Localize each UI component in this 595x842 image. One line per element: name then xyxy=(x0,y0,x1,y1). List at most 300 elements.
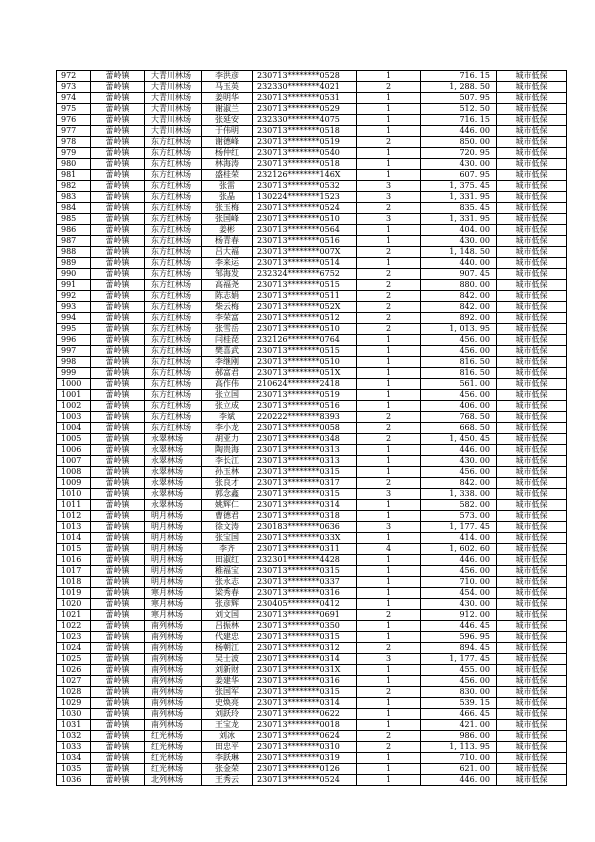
household-size-cell: 1 xyxy=(357,566,421,577)
amount-cell: 842. 00 xyxy=(421,302,497,313)
amount-cell: 842. 00 xyxy=(421,478,497,489)
household-size-cell: 1 xyxy=(357,170,421,181)
assistance-type-cell: 城市低保 xyxy=(497,236,567,247)
amount-cell: 1, 288. 50 xyxy=(421,82,497,93)
amount-cell: 512. 50 xyxy=(421,104,497,115)
household-size-cell: 1 xyxy=(357,390,421,401)
name-cell: 梁秀春 xyxy=(202,588,253,599)
name-cell: 盛桂荣 xyxy=(202,170,253,181)
row-number-cell: 994 xyxy=(57,313,91,324)
amount-cell: 430. 00 xyxy=(421,599,497,610)
township-cell: 蕾岭镇 xyxy=(91,764,145,775)
township-cell: 蕾岭镇 xyxy=(91,313,145,324)
assistance-type-cell: 城市低保 xyxy=(497,269,567,280)
table-row xyxy=(57,511,567,522)
id-number-cell: 230713********0516 xyxy=(253,236,357,247)
household-size-cell: 2 xyxy=(357,423,421,434)
township-cell: 蕾岭镇 xyxy=(91,577,145,588)
row-number-cell: 1015 xyxy=(57,544,91,555)
township-cell: 蕾岭镇 xyxy=(91,753,145,764)
row-number-cell: 1033 xyxy=(57,742,91,753)
name-cell: 郝富君 xyxy=(202,368,253,379)
id-number-cell: 230713********0511 xyxy=(253,291,357,302)
assistance-type-cell: 城市低保 xyxy=(497,148,567,159)
table-row xyxy=(57,489,567,500)
household-size-cell: 1 xyxy=(357,379,421,390)
forest-farm-cell: 大青川林场 xyxy=(145,71,202,82)
name-cell: 李洪彦 xyxy=(202,71,253,82)
household-size-cell: 2 xyxy=(357,412,421,423)
id-number-cell: 230713********007X xyxy=(253,247,357,258)
name-cell: 郭念鑫 xyxy=(202,489,253,500)
household-size-cell: 3 xyxy=(357,489,421,500)
township-cell: 蕾岭镇 xyxy=(91,731,145,742)
name-cell: 张永志 xyxy=(202,577,253,588)
name-cell: 樊喜武 xyxy=(202,346,253,357)
forest-farm-cell: 东方红林场 xyxy=(145,247,202,258)
household-size-cell: 1 xyxy=(357,346,421,357)
assistance-type-cell: 城市低保 xyxy=(497,357,567,368)
id-number-cell: 230713********0314 xyxy=(253,698,357,709)
row-number-cell: 979 xyxy=(57,148,91,159)
amount-cell: 446. 00 xyxy=(421,126,497,137)
forest-farm-cell: 大青川林场 xyxy=(145,126,202,137)
township-cell: 蕾岭镇 xyxy=(91,500,145,511)
name-cell: 吕大福 xyxy=(202,247,253,258)
forest-farm-cell: 南列林场 xyxy=(145,632,202,643)
table-row xyxy=(57,203,567,214)
household-size-cell: 2 xyxy=(357,687,421,698)
table-row xyxy=(57,379,567,390)
amount-cell: 1, 331. 95 xyxy=(421,214,497,225)
table-row xyxy=(57,324,567,335)
forest-farm-cell: 南列林场 xyxy=(145,654,202,665)
amount-cell: 414. 00 xyxy=(421,533,497,544)
row-number-cell: 983 xyxy=(57,192,91,203)
forest-farm-cell: 明月林场 xyxy=(145,577,202,588)
assistance-type-cell: 城市低保 xyxy=(497,632,567,643)
household-size-cell: 2 xyxy=(357,203,421,214)
forest-farm-cell: 东方红林场 xyxy=(145,225,202,236)
id-number-cell: 230713********0313 xyxy=(253,445,357,456)
table-row xyxy=(57,104,567,115)
household-size-cell: 2 xyxy=(357,313,421,324)
assistance-type-cell: 城市低保 xyxy=(497,698,567,709)
amount-cell: 456. 00 xyxy=(421,335,497,346)
amount-cell: 768. 50 xyxy=(421,412,497,423)
name-cell: 陶贵海 xyxy=(202,445,253,456)
table-row xyxy=(57,720,567,731)
household-size-cell: 1 xyxy=(357,753,421,764)
id-number-cell: 230713********0622 xyxy=(253,709,357,720)
household-size-cell: 1 xyxy=(357,115,421,126)
household-size-cell: 3 xyxy=(357,192,421,203)
forest-farm-cell: 寒月林场 xyxy=(145,610,202,621)
household-size-cell: 1 xyxy=(357,357,421,368)
table-row xyxy=(57,533,567,544)
assistance-type-cell: 城市低保 xyxy=(497,313,567,324)
name-cell: 张彦辉 xyxy=(202,599,253,610)
table-row xyxy=(57,632,567,643)
id-number-cell: 230713********0512 xyxy=(253,313,357,324)
household-size-cell: 2 xyxy=(357,643,421,654)
name-cell: 刘新财 xyxy=(202,665,253,676)
name-cell: 林海涛 xyxy=(202,159,253,170)
name-cell: 曹德君 xyxy=(202,511,253,522)
household-size-cell: 1 xyxy=(357,588,421,599)
name-cell: 张宝国 xyxy=(202,533,253,544)
forest-farm-cell: 明月林场 xyxy=(145,533,202,544)
name-cell: 柴云梅 xyxy=(202,302,253,313)
table-row xyxy=(57,71,567,82)
forest-farm-cell: 明月林场 xyxy=(145,555,202,566)
household-size-cell: 1 xyxy=(357,71,421,82)
household-size-cell: 1 xyxy=(357,104,421,115)
township-cell: 蕾岭镇 xyxy=(91,654,145,665)
township-cell: 蕾岭镇 xyxy=(91,632,145,643)
amount-cell: 430. 00 xyxy=(421,456,497,467)
amount-cell: 561. 00 xyxy=(421,379,497,390)
table-row xyxy=(57,742,567,753)
table-row xyxy=(57,599,567,610)
row-number-cell: 982 xyxy=(57,181,91,192)
assistance-type-cell: 城市低保 xyxy=(497,170,567,181)
assistance-type-cell: 城市低保 xyxy=(497,577,567,588)
table-row xyxy=(57,423,567,434)
table-row xyxy=(57,412,567,423)
township-cell: 蕾岭镇 xyxy=(91,82,145,93)
amount-cell: 455. 00 xyxy=(421,665,497,676)
table-row xyxy=(57,764,567,775)
forest-farm-cell: 南列林场 xyxy=(145,621,202,632)
id-number-cell: 230713********0310 xyxy=(253,742,357,753)
amount-cell: 406. 00 xyxy=(421,401,497,412)
row-number-cell: 980 xyxy=(57,159,91,170)
amount-cell: 1, 113. 95 xyxy=(421,742,497,753)
assistance-type-cell: 城市低保 xyxy=(497,115,567,126)
row-number-cell: 1013 xyxy=(57,522,91,533)
amount-cell: 1, 602. 60 xyxy=(421,544,497,555)
assistance-type-cell: 城市低保 xyxy=(497,291,567,302)
assistance-type-cell: 城市低保 xyxy=(497,709,567,720)
id-number-cell: 230713********0315 xyxy=(253,467,357,478)
row-number-cell: 1009 xyxy=(57,478,91,489)
household-size-cell: 2 xyxy=(357,610,421,621)
row-number-cell: 1010 xyxy=(57,489,91,500)
forest-farm-cell: 东方红林场 xyxy=(145,324,202,335)
amount-cell: 668. 50 xyxy=(421,423,497,434)
row-number-cell: 976 xyxy=(57,115,91,126)
row-number-cell: 1030 xyxy=(57,709,91,720)
assistance-type-cell: 城市低保 xyxy=(497,401,567,412)
forest-farm-cell: 南列林场 xyxy=(145,665,202,676)
assistance-type-cell: 城市低保 xyxy=(497,588,567,599)
assistance-type-cell: 城市低保 xyxy=(497,82,567,93)
assistance-type-cell: 城市低保 xyxy=(497,445,567,456)
township-cell: 蕾岭镇 xyxy=(91,544,145,555)
amount-cell: 607. 95 xyxy=(421,170,497,181)
amount-cell: 456. 00 xyxy=(421,467,497,478)
household-size-cell: 2 xyxy=(357,302,421,313)
assistance-type-cell: 城市低保 xyxy=(497,93,567,104)
id-number-cell: 230713********0528 xyxy=(253,71,357,82)
amount-cell: 835. 45 xyxy=(421,203,497,214)
township-cell: 蕾岭镇 xyxy=(91,302,145,313)
name-cell: 稚福宝 xyxy=(202,566,253,577)
household-size-cell: 1 xyxy=(357,445,421,456)
name-cell: 张玉梅 xyxy=(202,203,253,214)
id-number-cell: 130224********1523 xyxy=(253,192,357,203)
amount-cell: 456. 00 xyxy=(421,676,497,687)
id-number-cell: 230713********0518 xyxy=(253,126,357,137)
row-number-cell: 1028 xyxy=(57,687,91,698)
household-size-cell: 1 xyxy=(357,225,421,236)
row-number-cell: 1019 xyxy=(57,588,91,599)
household-size-cell: 1 xyxy=(357,632,421,643)
household-size-cell: 2 xyxy=(357,434,421,445)
table-row xyxy=(57,445,567,456)
name-cell: 谢淑兰 xyxy=(202,104,253,115)
name-cell: 李齐 xyxy=(202,544,253,555)
township-cell: 蕾岭镇 xyxy=(91,742,145,753)
household-size-cell: 1 xyxy=(357,676,421,687)
table-row xyxy=(57,654,567,665)
id-number-cell: 230713********0564 xyxy=(253,225,357,236)
forest-farm-cell: 大青川林场 xyxy=(145,93,202,104)
table-row xyxy=(57,544,567,555)
name-cell: 谢德峰 xyxy=(202,137,253,148)
relief-roster-table xyxy=(56,70,567,786)
name-cell: 田忠平 xyxy=(202,742,253,753)
name-cell: 张良才 xyxy=(202,478,253,489)
household-size-cell: 1 xyxy=(357,511,421,522)
amount-cell: 596. 95 xyxy=(421,632,497,643)
name-cell: 杨朝江 xyxy=(202,643,253,654)
forest-farm-cell: 东方红林场 xyxy=(145,236,202,247)
table-row xyxy=(57,643,567,654)
household-size-cell: 1 xyxy=(357,401,421,412)
table-row xyxy=(57,291,567,302)
assistance-type-cell: 城市低保 xyxy=(497,500,567,511)
assistance-type-cell: 城市低保 xyxy=(497,599,567,610)
household-size-cell: 1 xyxy=(357,159,421,170)
name-cell: 张立成 xyxy=(202,401,253,412)
township-cell: 蕾岭镇 xyxy=(91,566,145,577)
household-size-cell: 1 xyxy=(357,555,421,566)
forest-farm-cell: 东方红林场 xyxy=(145,313,202,324)
amount-cell: 621. 00 xyxy=(421,764,497,775)
row-number-cell: 1008 xyxy=(57,467,91,478)
forest-farm-cell: 北列林场 xyxy=(145,775,202,786)
name-cell: 王秀云 xyxy=(202,775,253,786)
id-number-cell: 230183********0636 xyxy=(253,522,357,533)
id-number-cell: 230713********0318 xyxy=(253,511,357,522)
assistance-type-cell: 城市低保 xyxy=(497,137,567,148)
row-number-cell: 1035 xyxy=(57,764,91,775)
assistance-type-cell: 城市低保 xyxy=(497,456,567,467)
row-number-cell: 996 xyxy=(57,335,91,346)
name-cell: 吴士波 xyxy=(202,654,253,665)
household-size-cell: 1 xyxy=(357,368,421,379)
township-cell: 蕾岭镇 xyxy=(91,280,145,291)
assistance-type-cell: 城市低保 xyxy=(497,71,567,82)
row-number-cell: 973 xyxy=(57,82,91,93)
row-number-cell: 995 xyxy=(57,324,91,335)
household-size-cell: 1 xyxy=(357,621,421,632)
township-cell: 蕾岭镇 xyxy=(91,335,145,346)
table-row xyxy=(57,346,567,357)
assistance-type-cell: 城市低保 xyxy=(497,742,567,753)
household-size-cell: 1 xyxy=(357,467,421,478)
household-size-cell: 2 xyxy=(357,291,421,302)
name-cell: 陈志娟 xyxy=(202,291,253,302)
name-cell: 孙玉林 xyxy=(202,467,253,478)
assistance-type-cell: 城市低保 xyxy=(497,346,567,357)
name-cell: 杨青春 xyxy=(202,236,253,247)
id-number-cell: 230713********0316 xyxy=(253,676,357,687)
name-cell: 李荣富 xyxy=(202,313,253,324)
household-size-cell: 2 xyxy=(357,269,421,280)
forest-farm-cell: 明月林场 xyxy=(145,566,202,577)
name-cell: 李长江 xyxy=(202,456,253,467)
household-size-cell: 1 xyxy=(357,148,421,159)
table-row xyxy=(57,731,567,742)
table-row xyxy=(57,676,567,687)
amount-cell: 1, 177. 45 xyxy=(421,522,497,533)
table-row xyxy=(57,170,567,181)
id-number-cell: 232330********4075 xyxy=(253,115,357,126)
row-number-cell: 986 xyxy=(57,225,91,236)
amount-cell: 1, 013. 95 xyxy=(421,324,497,335)
amount-cell: 912. 00 xyxy=(421,610,497,621)
forest-farm-cell: 东方红林场 xyxy=(145,203,202,214)
id-number-cell: 230713********0515 xyxy=(253,280,357,291)
amount-cell: 1, 148. 50 xyxy=(421,247,497,258)
name-cell: 高作伟 xyxy=(202,379,253,390)
forest-farm-cell: 永翠林场 xyxy=(145,434,202,445)
forest-farm-cell: 东方红林场 xyxy=(145,214,202,225)
name-cell: 吕振林 xyxy=(202,621,253,632)
id-number-cell: 230713********052X xyxy=(253,302,357,313)
household-size-cell: 2 xyxy=(357,742,421,753)
assistance-type-cell: 城市低保 xyxy=(497,280,567,291)
table-row xyxy=(57,665,567,676)
name-cell: 李跃琳 xyxy=(202,753,253,764)
row-number-cell: 1036 xyxy=(57,775,91,786)
row-number-cell: 1024 xyxy=(57,643,91,654)
assistance-type-cell: 城市低保 xyxy=(497,412,567,423)
table-row xyxy=(57,236,567,247)
id-number-cell: 230713********0524 xyxy=(253,203,357,214)
table-row xyxy=(57,456,567,467)
table-row xyxy=(57,775,567,786)
assistance-type-cell: 城市低保 xyxy=(497,731,567,742)
table-row xyxy=(57,335,567,346)
assistance-type-cell: 城市低保 xyxy=(497,126,567,137)
assistance-type-cell: 城市低保 xyxy=(497,225,567,236)
township-cell: 蕾岭镇 xyxy=(91,192,145,203)
id-number-cell: 230713********0314 xyxy=(253,500,357,511)
table-row xyxy=(57,588,567,599)
id-number-cell: 230713********0532 xyxy=(253,181,357,192)
forest-farm-cell: 红光林场 xyxy=(145,753,202,764)
row-number-cell: 993 xyxy=(57,302,91,313)
assistance-type-cell: 城市低保 xyxy=(497,423,567,434)
forest-farm-cell: 红光林场 xyxy=(145,764,202,775)
id-number-cell: 210624********2418 xyxy=(253,379,357,390)
name-cell: 刘冰 xyxy=(202,731,253,742)
table-row xyxy=(57,434,567,445)
township-cell: 蕾岭镇 xyxy=(91,170,145,181)
amount-cell: 456. 00 xyxy=(421,346,497,357)
table-row xyxy=(57,401,567,412)
amount-cell: 573. 00 xyxy=(421,511,497,522)
township-cell: 蕾岭镇 xyxy=(91,676,145,687)
assistance-type-cell: 城市低保 xyxy=(497,324,567,335)
id-number-cell: 230713********0519 xyxy=(253,137,357,148)
id-number-cell: 230713********0516 xyxy=(253,401,357,412)
table-row xyxy=(57,247,567,258)
amount-cell: 710. 00 xyxy=(421,577,497,588)
household-size-cell: 1 xyxy=(357,533,421,544)
id-number-cell: 230713********0691 xyxy=(253,610,357,621)
row-number-cell: 1002 xyxy=(57,401,91,412)
assistance-type-cell: 城市低保 xyxy=(497,467,567,478)
township-cell: 蕾岭镇 xyxy=(91,291,145,302)
forest-farm-cell: 寒月林场 xyxy=(145,588,202,599)
name-cell: 张雷 xyxy=(202,181,253,192)
table-row xyxy=(57,126,567,137)
id-number-cell: 230713********0529 xyxy=(253,104,357,115)
id-number-cell: 230713********0315 xyxy=(253,566,357,577)
assistance-type-cell: 城市低保 xyxy=(497,566,567,577)
forest-farm-cell: 东方红林场 xyxy=(145,390,202,401)
name-cell: 李斌 xyxy=(202,412,253,423)
id-number-cell: 232301********4428 xyxy=(253,555,357,566)
household-size-cell: 2 xyxy=(357,731,421,742)
table-body xyxy=(57,71,567,786)
name-cell: 姜建华 xyxy=(202,676,253,687)
household-size-cell: 2 xyxy=(357,324,421,335)
township-cell: 蕾岭镇 xyxy=(91,445,145,456)
name-cell: 史焕亮 xyxy=(202,698,253,709)
id-number-cell: 230713********0313 xyxy=(253,456,357,467)
row-number-cell: 988 xyxy=(57,247,91,258)
assistance-type-cell: 城市低保 xyxy=(497,610,567,621)
table-row xyxy=(57,368,567,379)
table-row xyxy=(57,258,567,269)
amount-cell: 892. 00 xyxy=(421,313,497,324)
row-number-cell: 985 xyxy=(57,214,91,225)
table-row xyxy=(57,687,567,698)
name-cell: 张国峰 xyxy=(202,214,253,225)
township-cell: 蕾岭镇 xyxy=(91,401,145,412)
table-row xyxy=(57,709,567,720)
row-number-cell: 991 xyxy=(57,280,91,291)
assistance-type-cell: 城市低保 xyxy=(497,511,567,522)
amount-cell: 720. 95 xyxy=(421,148,497,159)
row-number-cell: 978 xyxy=(57,137,91,148)
table-row xyxy=(57,159,567,170)
township-cell: 蕾岭镇 xyxy=(91,599,145,610)
assistance-type-cell: 城市低保 xyxy=(497,159,567,170)
assistance-type-cell: 城市低保 xyxy=(497,555,567,566)
household-size-cell: 1 xyxy=(357,577,421,588)
forest-farm-cell: 东方红林场 xyxy=(145,291,202,302)
row-number-cell: 990 xyxy=(57,269,91,280)
row-number-cell: 997 xyxy=(57,346,91,357)
assistance-type-cell: 城市低保 xyxy=(497,687,567,698)
